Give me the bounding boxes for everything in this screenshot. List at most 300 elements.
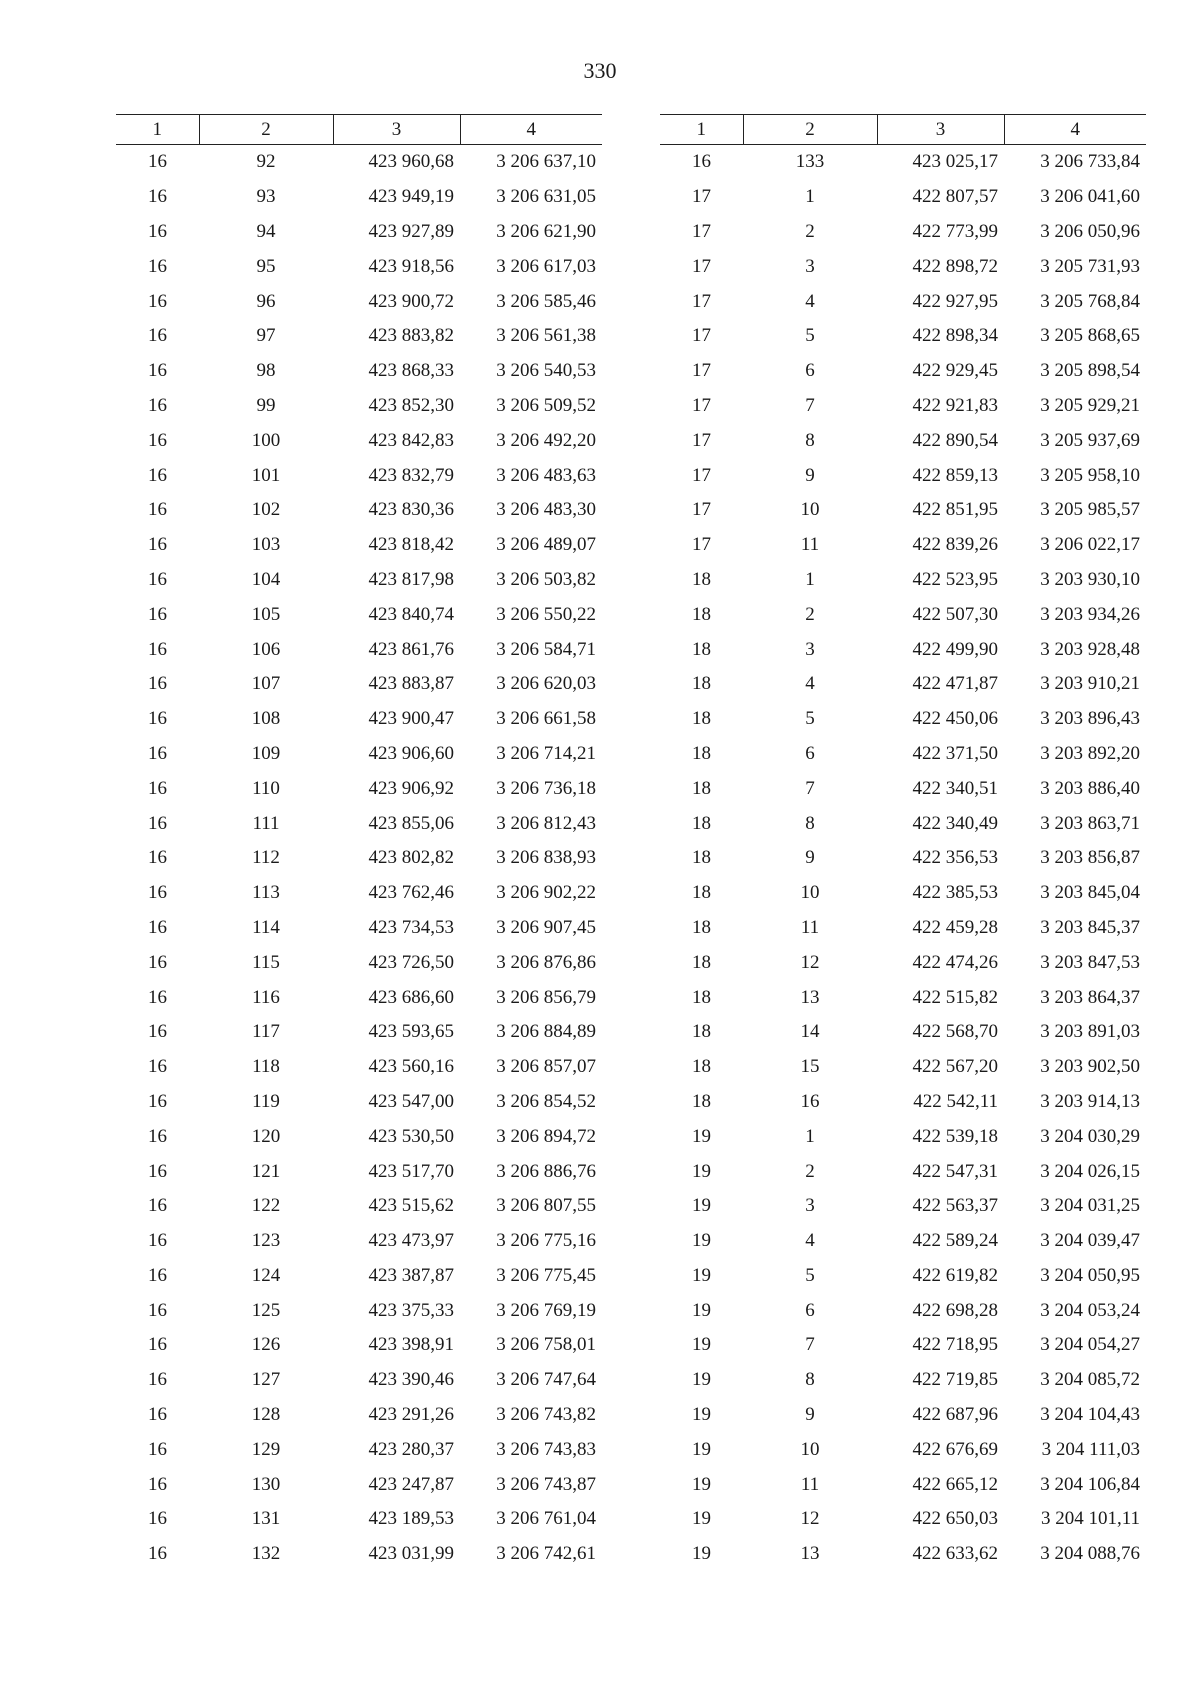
y-coordinate-cell: 3 206 509,52 — [496, 394, 596, 416]
point-number-cell: 131 — [251, 1508, 281, 1530]
y-coordinate-cell: 3 206 775,45 — [496, 1264, 596, 1286]
table-row — [660, 771, 1146, 806]
page-number: 330 — [583, 58, 617, 83]
section-cell: 17 — [692, 429, 711, 451]
table-row — [116, 911, 602, 946]
x-coordinate-cell: 422 539,18 — [912, 1125, 998, 1147]
point-number-cell: 95 — [256, 255, 276, 277]
y-coordinate-cell: 3 204 039,47 — [1040, 1230, 1140, 1252]
y-coordinate-cell: 3 205 985,57 — [1040, 499, 1140, 521]
x-coordinate-cell: 422 676,69 — [912, 1438, 998, 1460]
y-coordinate-cell: 3 203 928,48 — [1040, 638, 1140, 660]
section-cell: 16 — [148, 1299, 167, 1321]
x-coordinate-cell: 422 385,53 — [912, 882, 998, 904]
x-coordinate-cell: 422 474,26 — [912, 951, 998, 973]
y-coordinate-cell: 3 203 892,20 — [1040, 742, 1140, 764]
point-number-cell: 5 — [805, 708, 815, 730]
table-header-row — [660, 115, 1146, 145]
point-number-cell: 13 — [800, 986, 820, 1008]
point-number-cell: 11 — [800, 1473, 820, 1495]
section-cell: 16 — [148, 1264, 167, 1286]
y-coordinate-cell: 3 206 621,90 — [496, 220, 596, 242]
table-row — [660, 1537, 1146, 1572]
section-cell: 16 — [148, 708, 167, 730]
section-cell: 16 — [148, 603, 167, 625]
table-row — [660, 1432, 1146, 1467]
table-row — [116, 1189, 602, 1224]
y-coordinate-cell: 3 206 886,76 — [496, 1160, 596, 1182]
point-number-cell: 127 — [251, 1369, 281, 1391]
point-number-cell: 9 — [805, 847, 815, 869]
x-coordinate-cell: 423 868,33 — [368, 360, 454, 382]
point-number-cell: 109 — [251, 742, 281, 764]
table-row — [660, 1050, 1146, 1085]
point-number-cell: 10 — [800, 882, 820, 904]
point-number-cell: 106 — [251, 638, 281, 660]
table-row — [116, 180, 602, 215]
table-row — [660, 354, 1146, 389]
y-coordinate-cell: 3 205 768,84 — [1040, 290, 1140, 312]
y-coordinate-cell: 3 205 731,93 — [1040, 255, 1140, 277]
x-coordinate-cell: 423 280,37 — [368, 1438, 454, 1460]
x-coordinate-cell: 423 906,60 — [368, 742, 454, 764]
point-number-cell: 2 — [805, 220, 815, 242]
section-cell: 18 — [692, 673, 711, 695]
point-number-cell: 3 — [805, 1195, 815, 1217]
point-number-cell: 105 — [251, 603, 281, 625]
y-coordinate-cell: 3 203 910,21 — [1040, 673, 1140, 695]
point-number-cell: 5 — [805, 325, 815, 347]
y-coordinate-cell: 3 206 483,63 — [496, 464, 596, 486]
section-cell: 16 — [148, 1056, 167, 1078]
x-coordinate-cell: 422 371,50 — [912, 742, 998, 764]
table-row — [660, 876, 1146, 911]
table-row — [660, 1363, 1146, 1398]
coordinates-table-left — [116, 114, 602, 1572]
x-coordinate-cell: 423 762,46 — [368, 882, 454, 904]
y-coordinate-cell: 3 203 902,50 — [1040, 1056, 1140, 1078]
y-coordinate-cell: 3 206 743,82 — [496, 1404, 596, 1426]
point-number-cell: 113 — [252, 882, 280, 904]
table-row — [116, 1050, 602, 1085]
point-number-cell: 8 — [805, 1369, 815, 1391]
column-header: 4 — [460, 115, 602, 145]
table-row — [660, 1259, 1146, 1294]
table-row — [660, 667, 1146, 702]
table-row — [660, 215, 1146, 250]
y-coordinate-cell: 3 206 585,46 — [496, 290, 596, 312]
point-number-cell: 6 — [805, 1299, 815, 1321]
y-coordinate-cell: 3 206 854,52 — [496, 1090, 596, 1112]
section-cell: 17 — [692, 325, 711, 347]
section-cell: 19 — [692, 1160, 711, 1182]
table-row — [660, 563, 1146, 598]
point-number-cell: 4 — [805, 673, 815, 695]
section-cell: 17 — [692, 220, 711, 242]
section-cell: 18 — [692, 1056, 711, 1078]
point-number-cell: 2 — [805, 603, 815, 625]
point-number-cell: 16 — [800, 1090, 820, 1112]
y-coordinate-cell: 3 203 845,04 — [1040, 882, 1140, 904]
point-number-cell: 118 — [252, 1056, 280, 1078]
point-number-cell: 108 — [251, 708, 281, 730]
table-row — [116, 1293, 602, 1328]
point-number-cell: 12 — [800, 951, 820, 973]
point-number-cell: 15 — [800, 1056, 820, 1078]
table-row — [660, 423, 1146, 458]
x-coordinate-cell: 423 861,76 — [368, 638, 454, 660]
column-header: 3 — [877, 115, 1004, 145]
x-coordinate-cell: 423 855,06 — [368, 812, 454, 834]
x-coordinate-cell: 422 927,95 — [912, 290, 998, 312]
table-row — [116, 1467, 602, 1502]
section-cell: 19 — [692, 1543, 711, 1565]
x-coordinate-cell: 423 686,60 — [368, 986, 454, 1008]
y-coordinate-cell: 3 206 884,89 — [496, 1021, 596, 1043]
x-coordinate-cell: 422 567,20 — [912, 1056, 998, 1078]
x-coordinate-cell: 423 852,30 — [368, 394, 454, 416]
table-row — [116, 528, 602, 563]
table-row — [116, 145, 602, 180]
x-coordinate-cell: 422 515,82 — [912, 986, 998, 1008]
section-cell: 16 — [148, 882, 167, 904]
x-coordinate-cell: 423 593,65 — [368, 1021, 454, 1043]
x-coordinate-cell: 422 356,53 — [912, 847, 998, 869]
y-coordinate-cell: 3 204 106,84 — [1040, 1473, 1140, 1495]
table-row — [116, 771, 602, 806]
x-coordinate-cell: 422 929,45 — [912, 360, 998, 382]
x-coordinate-cell: 423 387,87 — [368, 1264, 454, 1286]
x-coordinate-cell: 422 633,62 — [912, 1543, 998, 1565]
x-coordinate-cell: 422 898,72 — [912, 255, 998, 277]
y-coordinate-cell: 3 206 617,03 — [496, 255, 596, 277]
section-cell: 18 — [692, 708, 711, 730]
x-coordinate-cell: 423 802,82 — [368, 847, 454, 869]
y-coordinate-cell: 3 206 907,45 — [496, 916, 596, 938]
table-row — [660, 806, 1146, 841]
section-cell: 17 — [692, 534, 711, 556]
section-cell: 16 — [148, 1125, 167, 1147]
table-row — [116, 458, 602, 493]
table-row — [660, 1154, 1146, 1189]
table-row — [116, 1502, 602, 1537]
point-number-cell: 2 — [805, 1160, 815, 1182]
table-row — [116, 423, 602, 458]
x-coordinate-cell: 423 883,87 — [368, 673, 454, 695]
point-number-cell: 9 — [805, 1404, 815, 1426]
point-number-cell: 11 — [800, 534, 820, 556]
table-row — [660, 319, 1146, 354]
y-coordinate-cell: 3 206 775,16 — [496, 1230, 596, 1252]
x-coordinate-cell: 422 340,49 — [912, 812, 998, 834]
section-cell: 16 — [148, 1369, 167, 1391]
y-coordinate-cell: 3 206 631,05 — [496, 186, 596, 208]
point-number-cell: 11 — [800, 916, 820, 938]
table-row — [116, 1119, 602, 1154]
y-coordinate-cell: 3 206 769,19 — [496, 1299, 596, 1321]
y-coordinate-cell: 3 206 736,18 — [496, 777, 596, 799]
x-coordinate-cell: 423 817,98 — [368, 568, 454, 590]
x-coordinate-cell: 423 900,72 — [368, 290, 454, 312]
point-number-cell: 7 — [805, 777, 815, 799]
column-header: 2 — [743, 115, 877, 145]
table-header-row — [116, 115, 602, 145]
section-cell: 19 — [692, 1334, 711, 1356]
y-coordinate-cell: 3 206 620,03 — [496, 673, 596, 695]
point-number-cell: 93 — [256, 186, 276, 208]
table-row — [116, 215, 602, 250]
section-cell: 16 — [148, 568, 167, 590]
table-row — [660, 1015, 1146, 1050]
section-cell: 16 — [148, 151, 167, 173]
table-row — [660, 528, 1146, 563]
section-cell: 18 — [692, 986, 711, 1008]
y-coordinate-cell: 3 204 088,76 — [1040, 1543, 1140, 1565]
y-coordinate-cell: 3 204 050,95 — [1040, 1264, 1140, 1286]
point-number-cell: 14 — [800, 1021, 820, 1043]
point-number-cell: 92 — [256, 151, 276, 173]
section-cell: 18 — [692, 742, 711, 764]
x-coordinate-cell: 423 530,50 — [368, 1125, 454, 1147]
x-coordinate-cell: 422 898,34 — [912, 325, 998, 347]
table-row — [660, 1224, 1146, 1259]
point-number-cell: 112 — [252, 847, 280, 869]
section-cell: 18 — [692, 812, 711, 834]
y-coordinate-cell: 3 206 492,20 — [496, 429, 596, 451]
y-coordinate-cell: 3 206 742,61 — [496, 1543, 596, 1565]
section-cell: 16 — [148, 1508, 167, 1530]
table-row — [116, 1363, 602, 1398]
point-number-cell: 100 — [251, 429, 281, 451]
table-row — [660, 145, 1146, 180]
x-coordinate-cell: 423 025,17 — [912, 151, 998, 173]
y-coordinate-cell: 3 204 054,27 — [1040, 1334, 1140, 1356]
y-coordinate-cell: 3 206 812,43 — [496, 812, 596, 834]
y-coordinate-cell: 3 205 868,65 — [1040, 325, 1140, 347]
table-row — [660, 1502, 1146, 1537]
x-coordinate-cell: 423 949,19 — [368, 186, 454, 208]
x-coordinate-cell: 422 665,12 — [912, 1473, 998, 1495]
table-row — [116, 1328, 602, 1363]
point-number-cell: 8 — [805, 429, 815, 451]
section-cell: 16 — [148, 290, 167, 312]
table-row — [116, 980, 602, 1015]
table-row — [660, 284, 1146, 319]
point-number-cell: 116 — [252, 986, 280, 1008]
point-number-cell: 128 — [251, 1404, 281, 1426]
y-coordinate-cell: 3 204 026,15 — [1040, 1160, 1140, 1182]
point-number-cell: 10 — [800, 499, 820, 521]
x-coordinate-cell: 423 842,83 — [368, 429, 454, 451]
section-cell: 16 — [148, 812, 167, 834]
x-coordinate-cell: 422 719,85 — [912, 1369, 998, 1391]
y-coordinate-cell: 3 206 022,17 — [1040, 534, 1140, 556]
y-coordinate-cell: 3 206 856,79 — [496, 986, 596, 1008]
x-coordinate-cell: 422 773,99 — [912, 220, 998, 242]
table-row — [116, 702, 602, 737]
table-row — [116, 1537, 602, 1572]
table-row — [660, 911, 1146, 946]
point-number-cell: 6 — [805, 742, 815, 764]
table-row — [116, 667, 602, 702]
table-row — [660, 597, 1146, 632]
section-cell: 19 — [692, 1230, 711, 1252]
point-number-cell: 121 — [251, 1160, 281, 1182]
x-coordinate-cell: 423 830,36 — [368, 499, 454, 521]
section-cell: 16 — [148, 673, 167, 695]
table-body-left — [116, 145, 602, 1572]
section-cell: 18 — [692, 882, 711, 904]
section-cell: 19 — [692, 1508, 711, 1530]
table-row — [116, 1085, 602, 1120]
y-coordinate-cell: 3 203 914,13 — [1040, 1090, 1140, 1112]
y-coordinate-cell: 3 203 847,53 — [1040, 951, 1140, 973]
section-cell: 17 — [692, 186, 711, 208]
section-cell: 19 — [692, 1299, 711, 1321]
point-number-cell: 126 — [251, 1334, 281, 1356]
section-cell: 18 — [692, 603, 711, 625]
y-coordinate-cell: 3 205 898,54 — [1040, 360, 1140, 382]
section-cell: 16 — [692, 151, 711, 173]
section-cell: 16 — [148, 777, 167, 799]
point-number-cell: 110 — [252, 777, 280, 799]
table-row — [660, 1293, 1146, 1328]
point-number-cell: 98 — [256, 360, 276, 382]
section-cell: 16 — [148, 534, 167, 556]
y-coordinate-cell: 3 206 743,83 — [496, 1438, 596, 1460]
x-coordinate-cell: 423 918,56 — [368, 255, 454, 277]
section-cell: 16 — [148, 1438, 167, 1460]
point-number-cell: 1 — [805, 568, 815, 590]
x-coordinate-cell: 422 650,03 — [912, 1508, 998, 1530]
table-row — [116, 1398, 602, 1433]
section-cell: 16 — [148, 360, 167, 382]
section-cell: 17 — [692, 464, 711, 486]
x-coordinate-cell: 423 375,33 — [368, 1299, 454, 1321]
y-coordinate-cell: 3 206 747,64 — [496, 1369, 596, 1391]
y-coordinate-cell: 3 206 050,96 — [1040, 220, 1140, 242]
table-row — [660, 702, 1146, 737]
x-coordinate-cell: 423 818,42 — [368, 534, 454, 556]
section-cell: 16 — [148, 220, 167, 242]
point-number-cell: 101 — [251, 464, 281, 486]
column-header: 1 — [660, 115, 743, 145]
y-coordinate-cell: 3 206 807,55 — [496, 1195, 596, 1217]
point-number-cell: 122 — [251, 1195, 281, 1217]
x-coordinate-cell: 423 900,47 — [368, 708, 454, 730]
column-header: 4 — [1004, 115, 1146, 145]
y-coordinate-cell: 3 203 845,37 — [1040, 916, 1140, 938]
point-number-cell: 97 — [256, 325, 276, 347]
table-row — [116, 1015, 602, 1050]
table-row — [116, 493, 602, 528]
y-coordinate-cell: 3 204 104,43 — [1040, 1404, 1140, 1426]
table-row — [660, 249, 1146, 284]
section-cell: 16 — [148, 986, 167, 1008]
point-number-cell: 120 — [251, 1125, 281, 1147]
point-number-cell: 3 — [805, 255, 815, 277]
y-coordinate-cell: 3 203 896,43 — [1040, 708, 1140, 730]
section-cell: 16 — [148, 742, 167, 764]
section-cell: 16 — [148, 1404, 167, 1426]
table-row — [116, 284, 602, 319]
y-coordinate-cell: 3 206 483,30 — [496, 499, 596, 521]
x-coordinate-cell: 422 563,37 — [912, 1195, 998, 1217]
table-body-right — [660, 145, 1146, 1572]
section-cell: 16 — [148, 638, 167, 660]
table-row — [116, 632, 602, 667]
section-cell: 16 — [148, 394, 167, 416]
y-coordinate-cell: 3 206 761,04 — [496, 1508, 596, 1530]
table-row — [116, 945, 602, 980]
point-number-cell: 114 — [252, 916, 280, 938]
section-cell: 16 — [148, 186, 167, 208]
coordinates-table-right — [660, 114, 1146, 1572]
point-number-cell: 129 — [251, 1438, 281, 1460]
x-coordinate-cell: 422 851,95 — [912, 499, 998, 521]
y-coordinate-cell: 3 206 838,93 — [496, 847, 596, 869]
table-row — [660, 945, 1146, 980]
x-coordinate-cell: 422 507,30 — [912, 603, 998, 625]
table-row — [116, 841, 602, 876]
y-coordinate-cell: 3 206 637,10 — [496, 151, 596, 173]
column-header: 2 — [199, 115, 333, 145]
table-row — [660, 1398, 1146, 1433]
x-coordinate-cell: 423 960,68 — [368, 151, 454, 173]
point-number-cell: 115 — [252, 951, 280, 973]
y-coordinate-cell: 3 203 930,10 — [1040, 568, 1140, 590]
section-cell: 19 — [692, 1264, 711, 1286]
x-coordinate-cell: 423 927,89 — [368, 220, 454, 242]
section-cell: 16 — [148, 847, 167, 869]
point-number-cell: 107 — [251, 673, 281, 695]
y-coordinate-cell: 3 206 550,22 — [496, 603, 596, 625]
x-coordinate-cell: 423 906,92 — [368, 777, 454, 799]
x-coordinate-cell: 423 189,53 — [368, 1508, 454, 1530]
y-coordinate-cell: 3 206 857,07 — [496, 1056, 596, 1078]
section-cell: 18 — [692, 951, 711, 973]
table-row — [660, 1328, 1146, 1363]
column-header: 3 — [333, 115, 460, 145]
y-coordinate-cell: 3 203 891,03 — [1040, 1021, 1140, 1043]
section-cell: 19 — [692, 1438, 711, 1460]
y-coordinate-cell: 3 206 041,60 — [1040, 186, 1140, 208]
point-number-cell: 12 — [800, 1508, 820, 1530]
x-coordinate-cell: 423 560,16 — [368, 1056, 454, 1078]
y-coordinate-cell: 3 205 929,21 — [1040, 394, 1140, 416]
point-number-cell: 103 — [251, 534, 281, 556]
x-coordinate-cell: 423 734,53 — [368, 916, 454, 938]
point-number-cell: 117 — [252, 1021, 280, 1043]
x-coordinate-cell: 422 839,26 — [912, 534, 998, 556]
point-number-cell: 7 — [805, 394, 815, 416]
point-number-cell: 111 — [252, 812, 280, 834]
point-number-cell: 99 — [256, 394, 276, 416]
y-coordinate-cell: 3 206 584,71 — [496, 638, 596, 660]
y-coordinate-cell: 3 204 053,24 — [1040, 1299, 1140, 1321]
y-coordinate-cell: 3 204 030,29 — [1040, 1125, 1140, 1147]
point-number-cell: 124 — [251, 1264, 281, 1286]
section-cell: 19 — [692, 1369, 711, 1391]
table-row — [116, 1224, 602, 1259]
x-coordinate-cell: 422 459,28 — [912, 916, 998, 938]
table-row — [116, 597, 602, 632]
section-cell: 19 — [692, 1404, 711, 1426]
section-cell: 16 — [148, 429, 167, 451]
section-cell: 18 — [692, 777, 711, 799]
section-cell: 16 — [148, 1090, 167, 1112]
section-cell: 16 — [148, 1195, 167, 1217]
